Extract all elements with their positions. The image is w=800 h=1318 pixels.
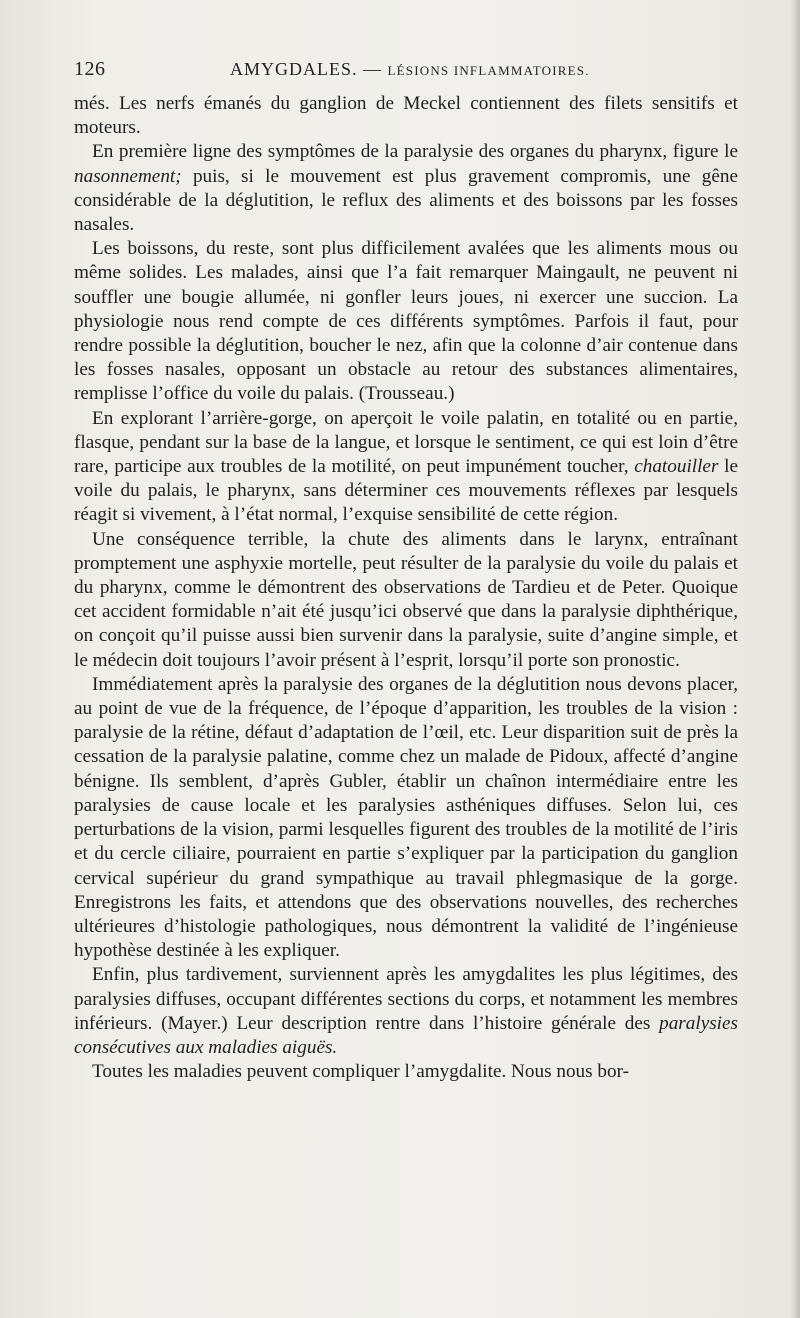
paragraph-2-text-after: puis, si le mouvement est plus gravement compromis, une gêne considérable de la déglutition, le reflux des aliments et des boissons par les fosses nasales. — [74, 165, 738, 236]
body-text — [74, 92, 738, 1084]
paragraph-1 — [74, 92, 738, 140]
paragraph-1-text: més. Les nerfs émanés du ganglion de Meckel contiennent des filets sensitifs et moteurs. — [74, 93, 738, 139]
paragraph-4-text-before: En explorant l’arrière-gorge, on aperçoit le voile palatin, en totalité ou en partie, flasque, pendant sur la base de la langue, et lorsque le sentiment, ce qui est loin d’être rare, participe aux troubles de la motilité, on peut impunément toucher, — [74, 407, 738, 478]
running-head-title: AMYGDALES. — [230, 59, 358, 79]
paragraph-7-text-before: Enfin, plus tardivement, surviennent après les amygdalites les plus légitimes, des paralysies diffuses, occupant différentes sections du corps, et notamment les membres inférieurs. (Mayer.) Leur description rentre dans l’histoire générale des — [74, 964, 738, 1034]
paragraph-4 — [74, 407, 738, 528]
paragraph-8 — [74, 1060, 738, 1084]
running-head-subtitle: LÉSIONS INFLAMMATOIRES. — [387, 63, 590, 78]
paragraph-3-text: Les boissons, du reste, sont plus difficilement avalées que les aliments mous ou même solides. Les malades, ainsi que l’a fait remarquer Maingault, ne peuvent ni souffler une bougie allumée, ni gonfler leurs joues, ni exercer une succion. La physiologie nous rend compte de ces différents symptômes. Parfois il faut, pour rendre possible la déglutition, boucher le nez, afin que la colonne d’air contenue dans les fosses nasales, opposant un obstacle au retour des substances alimentaires, remplisse l’office du voile du palais. (Trousseau.) — [74, 238, 738, 405]
paragraph-5-text: Une conséquence terrible, la chute des aliments dans le larynx, entraînant promptement une asphyxie mortelle, peut résulter de la paralysie du voile du palais et du pharynx, comme le démontrent des observations de Tardieu et de Peter. Quoique cet accident formidable n’ait été jusqu’ici observé que dans la paralysie diphthérique, on conçoit qu’il puisse aussi bien survenir dans la paralysie, suite d’angine simple, et le médecin doit toujours l’avoir présent à l’esprit, lorsqu’il porte son pronostic. — [74, 528, 738, 671]
page-header — [74, 58, 738, 84]
paragraph-8-text: Toutes les maladies peuvent compliquer l’amygdalite. Nous nous bor- — [92, 1061, 629, 1083]
page-gutter-shadow — [790, 0, 800, 1318]
paragraph-2 — [74, 140, 738, 237]
paragraph-2-text-before: En première ligne des symptômes de la paralysie des organes du pharynx, figure le — [92, 141, 738, 163]
paragraph-7-emphasis: paralysies consécutives aux maladies aiguës. — [74, 1012, 738, 1058]
page-number: 126 — [74, 58, 106, 80]
paragraph-5 — [74, 528, 738, 673]
paragraph-6 — [74, 673, 738, 963]
paragraph-4-emphasis: chatouiller — [634, 456, 719, 478]
running-head-separator: — — [363, 59, 383, 79]
paragraph-3 — [74, 237, 738, 406]
paragraph-2-emphasis: nasonnement; — [74, 165, 182, 187]
running-head — [230, 59, 590, 80]
paragraph-7 — [74, 963, 738, 1060]
paragraph-4-text-after: le voile du palais, le pharynx, sans déterminer ces mouvements réflexes par lesquels réagit si vivement, à l’état normal, l’exquise sensibilité de cette région. — [74, 456, 738, 526]
paragraph-6-text: Immédiatement après la paralysie des organes de la déglutition nous devons placer, au point de vue de la fréquence, de l’époque d’apparition, les troubles de la vision : paralysie de la rétine, défaut d’adaptation de l’œil, etc. Leur disparition suit de près la cessation de la paralysie palatine, comme chez un malade de Pidoux, affecté d’angine bénigne. Ils semblent, d’après Gubler, établir un chaînon intermédiaire entre les paralysies de cause locale et les paralysies asthéniques diffuses. Selon lui, ces perturbations de la vision, parmi lesquelles figurent des troubles de la motilité de l’iris et du cercle ciliaire, pourraient en partie s’expliquer par la participation du ganglion cervical supérieur du grand sympathique au travail phlegmasique de la gorge. Enregistrons les faits, et attendons que des observations nouvelles, des recherches ultérieures d’histologie pathologiques, nous démontrent la validité de l’ingénieuse hypothèse destinée à les expliquer. — [74, 673, 738, 962]
